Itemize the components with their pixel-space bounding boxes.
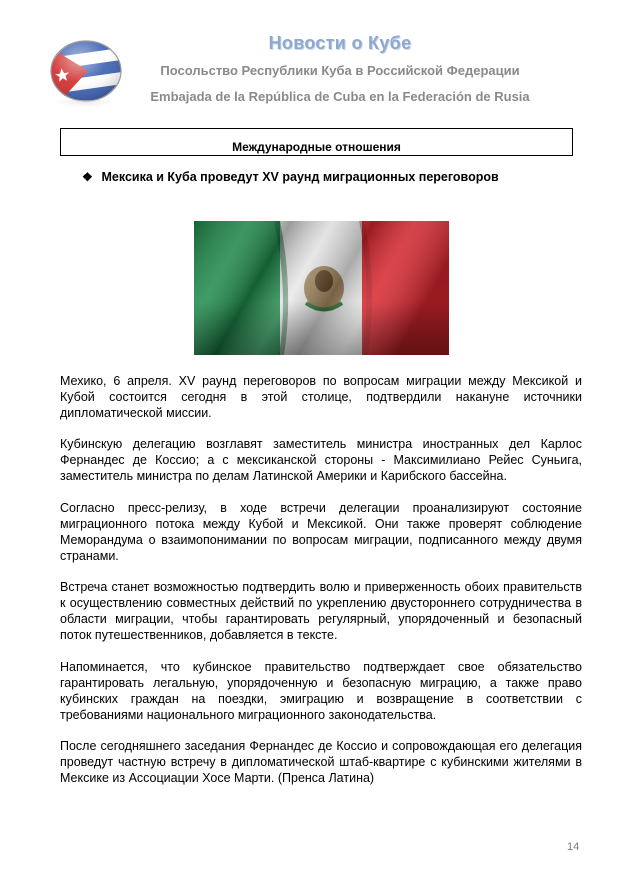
diamond-bullet-icon: ❖ — [82, 170, 93, 184]
article-paragraph: Мехико, 6 апреля. XV раунд переговоров по вопросам миграции между Мексикой и Кубой состоится сегодня в этой столице, подтвердили накануне источники дипломатической миссии. — [60, 374, 582, 420]
article-headline — [82, 170, 499, 184]
cuba-flag-globe-icon — [48, 38, 124, 104]
page-number: 14 — [567, 841, 580, 853]
article-paragraph: Согласно пресс-релизу, в ходе встречи делегации проанализируют состояние миграционного потока между Кубой и Мексикой. Они также проверят соблюдение Меморандума о взаимопонимании по вопросам миграции, подписанного между двумя странами. — [60, 501, 582, 563]
article-paragraph: Напоминается, что кубинское правительство подтверждает свое обязательство гарантировать легальную, упорядоченную и безопасную миграцию, а также право кубинских граждан на поездки, эмиграцию и возвращение в соответствии с требованиями национального миграционного законодательства. — [60, 660, 582, 722]
section-header-box — [60, 128, 573, 156]
mexico-flag-image — [194, 221, 449, 355]
article-paragraph: Встреча станет возможностью подтвердить волю и приверженность обоих правительств к осуществлению совместных действий по укреплению двустороннего сотрудничества в области миграции, чтобы гарантировать регулярный, упорядоченный и безопасный поток путешественников, добавляется в тексте. — [60, 580, 582, 642]
section-title: Международные отношения — [232, 140, 401, 154]
logo-reflection — [50, 100, 120, 114]
masthead-title: Новости о Кубе — [268, 33, 412, 53]
article-paragraph: Кубинскую делегацию возглавят заместитель министра иностранных дел Карлос Фернандес де Коссио; а с мексиканской стороны - Максимилиано Рейес Суньига, заместитель министра по делам Латинской Америки и Карибского бассейна. — [60, 437, 582, 483]
article-headline-text: Мексика и Куба проведут XV раунд миграционных переговоров — [101, 170, 499, 184]
article-paragraph: После сегодняшнего заседания Фернандес де Коссио и сопровождающая его делегация проведут частную встречу в дипломатической штаб-квартире с кубинскими жителями в Мексике из Ассоциации Хосе Марти. (Пренса Латина) — [60, 739, 582, 785]
masthead-subtitle-es: Embajada de la República de Cuba en la Federación de Rusia — [150, 89, 530, 104]
masthead-subtitle-ru: Посольство Республики Куба в Российской Федерации — [160, 63, 520, 78]
